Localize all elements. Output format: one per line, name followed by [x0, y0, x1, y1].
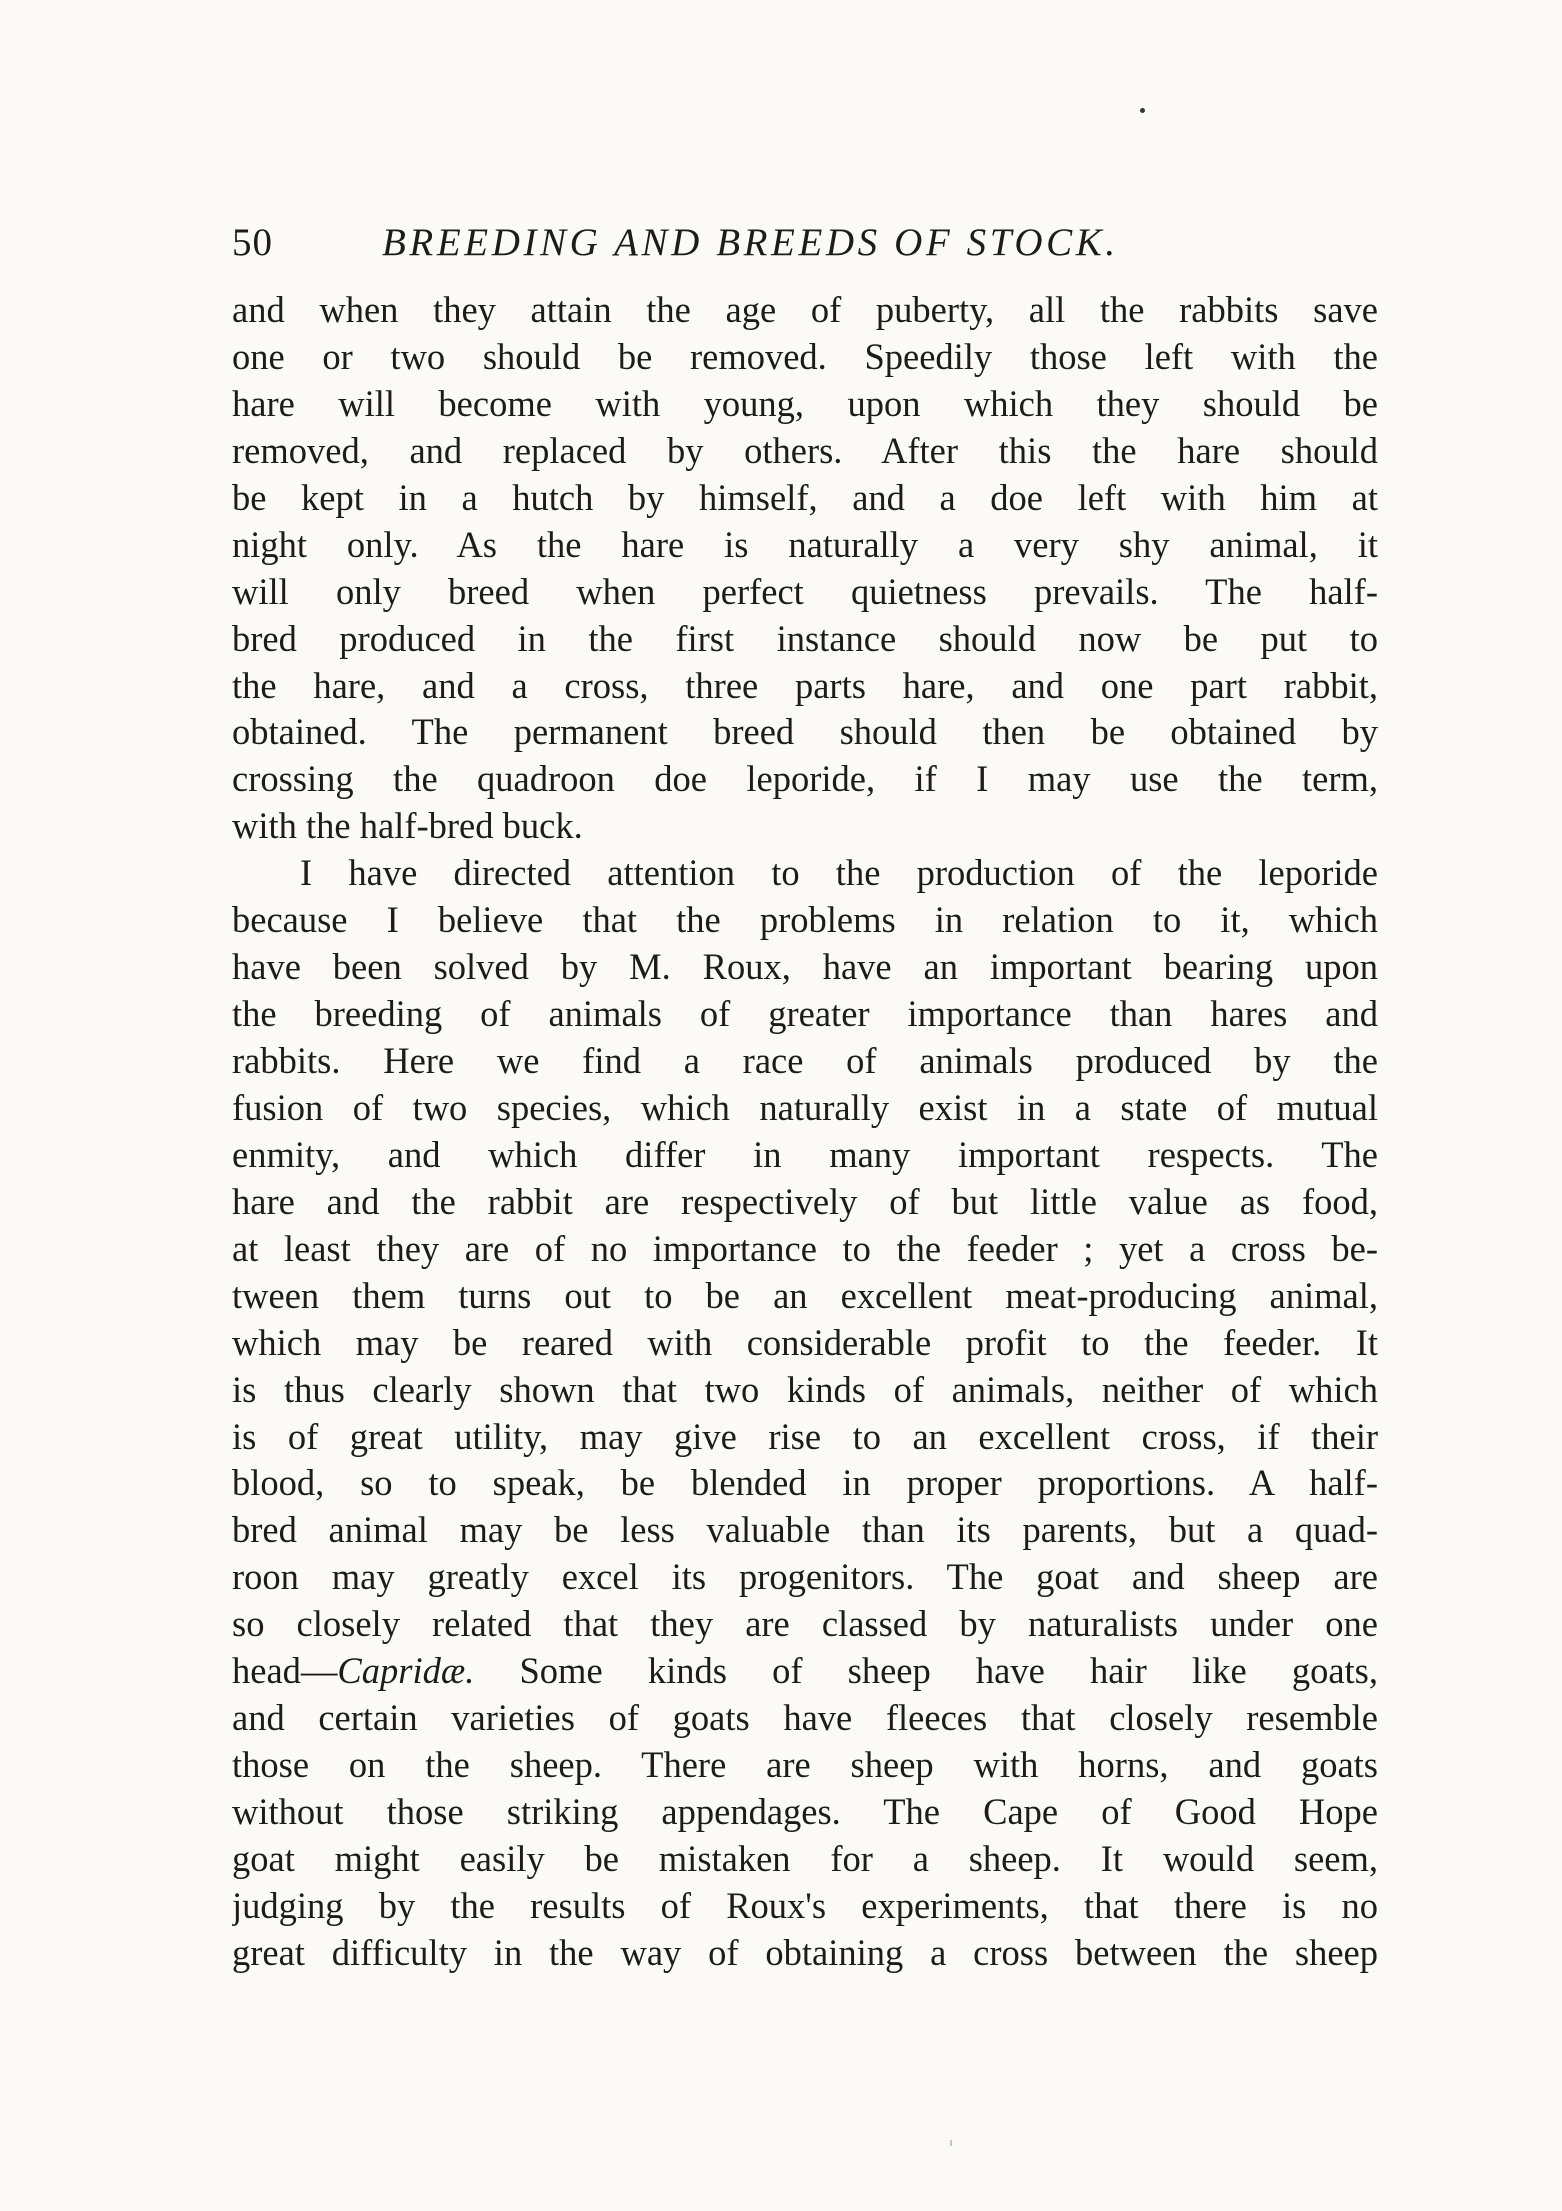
text-line: fusion of two species, which naturally exist in a state of mutual: [232, 1086, 1378, 1128]
text-line: crossing the quadroon doe leporide, if I may use the term,: [232, 758, 1378, 800]
ink-speck: [1140, 108, 1145, 113]
text-line: bred animal may be less valuable than its parents, but a quad-: [232, 1509, 1378, 1551]
text-line: is thus clearly shown that two kinds of animals, neither of which: [232, 1368, 1378, 1410]
text-line: those on the sheep. There are sheep with horns, and goats: [232, 1744, 1378, 1786]
text-line: be kept in a hutch by himself, and a doe left with him at: [232, 476, 1378, 518]
paragraph-1: [232, 287, 1378, 850]
text-line: hare will become with young, upon which they should be: [232, 382, 1378, 424]
caprid-suffix: Some kinds of sheep have hair like goats,: [474, 1650, 1378, 1692]
text-line: tween them turns out to be an excellent meat-producing animal,: [232, 1274, 1378, 1316]
text-line: one or two should be removed. Speedily those left with the: [232, 335, 1378, 377]
text-line: goat might easily be mistaken for a sheep. It would seem,: [232, 1837, 1378, 1879]
paper-mark: [950, 2140, 952, 2146]
text-line: bred produced in the first instance should now be put to: [232, 617, 1378, 659]
text-line: without those striking appendages. The Cape of Good Hope: [232, 1791, 1378, 1832]
text-line: hare and the rabbit are respectively of but little value as food,: [232, 1180, 1378, 1222]
text-line: is of great utility, may give rise to an excellent cross, if their: [232, 1415, 1378, 1457]
text-line: and certain varieties of goats have fleeces that closely resemble: [232, 1697, 1378, 1739]
page-header: [232, 218, 1382, 268]
text-line: I have directed attention to the production of the leporide: [300, 852, 1378, 894]
body-text: [232, 287, 1378, 1977]
text-line: the hare, and a cross, three parts hare, and one part rabbit,: [232, 664, 1378, 706]
text-line-caprid: [232, 1648, 1378, 1695]
text-line: which may be reared with considerable profit to the feeder. It: [232, 1321, 1378, 1363]
text-line: and when they attain the age of puberty, all the rabbits save: [232, 289, 1378, 330]
page-number: 50: [232, 221, 273, 264]
text-line: night only. As the hare is naturally a very shy animal, it: [232, 523, 1378, 565]
text-line: judging by the results of Roux's experiments, that there is no: [232, 1884, 1378, 1926]
caprid-term: Capridæ.: [337, 1650, 475, 1692]
text-line: enmity, and which differ in many important respects. The: [232, 1133, 1378, 1175]
paragraph-2: [232, 850, 1378, 1977]
text-line: removed, and replaced by others. After this the hare should: [232, 429, 1378, 471]
text-line: so closely related that they are classed by naturalists under one: [232, 1603, 1378, 1645]
text-line: roon may greatly excel its progenitors. The goat and sheep are: [232, 1556, 1378, 1598]
text-line: obtained. The permanent breed should then be obtained by: [232, 711, 1378, 753]
text-line: rabbits. Here we find a race of animals produced by the: [232, 1040, 1378, 1081]
text-line: have been solved by M. Roux, have an important bearing upon: [232, 946, 1378, 988]
text-line: will only breed when perfect quietness prevails. The half-: [232, 570, 1378, 612]
caprid-prefix: head—: [232, 1650, 338, 1692]
text-line: great difficulty in the way of obtaining a cross between the sheep: [232, 1931, 1378, 1973]
running-title: BREEDING AND BREEDS OF STOCK.: [382, 221, 1119, 264]
text-line: because I believe that the problems in relation to it, which: [232, 899, 1378, 941]
text-line: at least they are of no importance to the feeder ; yet a cross be-: [232, 1227, 1378, 1269]
text-line: blood, so to speak, be blended in proper proportions. A half-: [232, 1462, 1378, 1504]
text-line: the breeding of animals of greater importance than hares and: [232, 993, 1378, 1035]
text-line: with the half-bred buck.: [232, 805, 583, 847]
